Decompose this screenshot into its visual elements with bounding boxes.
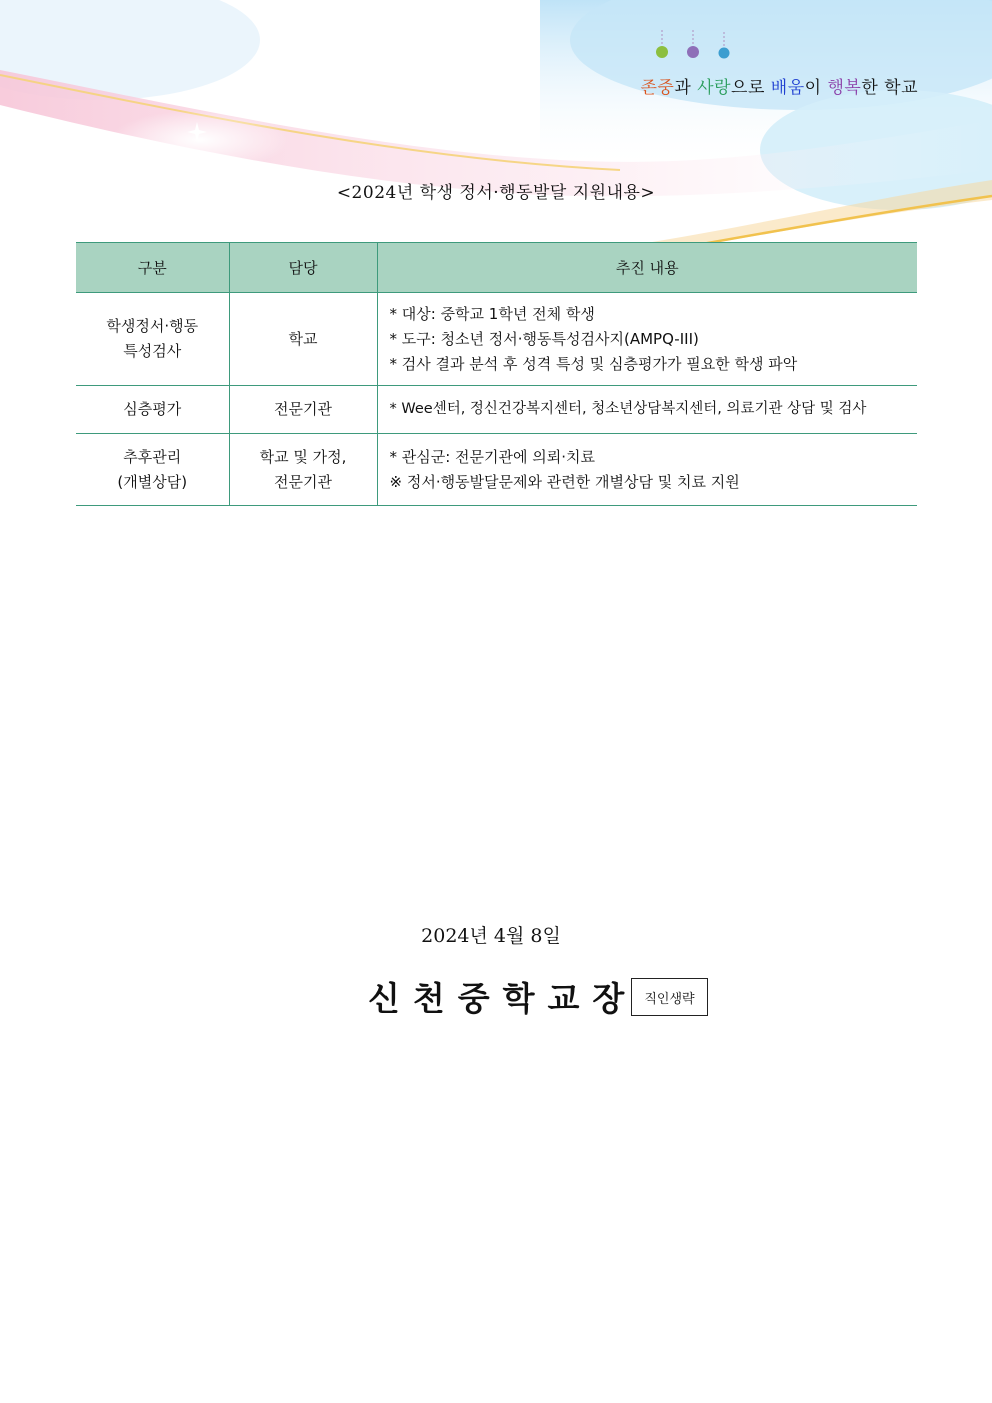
support-plan-table <box>76 242 917 506</box>
header-details: 추진 내용 <box>377 243 917 293</box>
detail-line: * 관심군: 전문기관에 의뢰·치료 <box>389 447 596 466</box>
table-row <box>76 293 917 386</box>
detail-line: * 도구: 청소년 정서·행동특성검사지(AMPQ-III) <box>389 329 699 348</box>
owner-cell <box>229 293 377 386</box>
table-row <box>76 434 917 506</box>
school-motto <box>640 73 918 98</box>
details-cell <box>377 293 917 386</box>
details-cell <box>377 386 917 434</box>
owner-cell <box>229 386 377 434</box>
blue-dot-icon <box>719 48 730 59</box>
motto-word: 존중 <box>640 78 675 98</box>
hanging-dots-ornament <box>650 30 740 66</box>
category-line: (개별상담) <box>117 472 188 491</box>
detail-line: * Wee센터, 정신건강복지센터, 청소년상담복지센터, 의료기관 상담 및 검사 <box>389 401 867 417</box>
category-line: 학생정서·행동 <box>106 317 199 335</box>
owner-line: 학교 <box>288 329 318 348</box>
detail-line: ※ 정서·행동발달문제와 관련한 개별상담 및 치료 지원 <box>389 472 740 491</box>
category-cell <box>76 386 229 434</box>
motto-word: 으로 <box>731 78 771 98</box>
seal-note: 직인생략 <box>644 991 695 1007</box>
category-line: 심층평가 <box>123 400 182 418</box>
principal-signature: 신천중학교장 <box>368 979 638 1018</box>
document-title: <2024년 학생 정서·행동발달 지원내용> <box>336 183 656 203</box>
detail-line: * 대상: 중학교 1학년 전체 학생 <box>389 304 595 323</box>
motto-word: 행복 <box>827 78 862 98</box>
motto-word: 이 <box>804 78 828 98</box>
category-cell <box>76 434 229 506</box>
motto-word: 사랑 <box>697 78 732 98</box>
details-cell <box>377 434 917 506</box>
table-header-row <box>76 243 917 293</box>
motto-word: 한 학교 <box>861 78 918 98</box>
issue-date: 2024년 4월 8일 <box>421 925 561 947</box>
category-line: 추후관리 <box>123 447 182 466</box>
category-line: 특성검사 <box>123 342 182 360</box>
green-dot-icon <box>656 46 668 58</box>
seal-omitted-box <box>631 978 708 1016</box>
detail-line: * 검사 결과 분석 후 성격 특성 및 심층평가가 필요한 학생 파악 <box>389 354 798 373</box>
owner-line: 전문기관 <box>274 472 332 491</box>
purple-dot-icon <box>687 46 699 58</box>
motto-word: 과 <box>674 78 698 98</box>
header-owner: 담당 <box>229 243 377 293</box>
header-category: 구분 <box>76 243 229 293</box>
owner-line: 전문기관 <box>274 400 332 418</box>
owner-line: 학교 및 가정, <box>259 447 347 466</box>
table-row <box>76 386 917 434</box>
category-cell <box>76 293 229 386</box>
owner-cell <box>229 434 377 506</box>
motto-word: 배움 <box>770 78 805 98</box>
